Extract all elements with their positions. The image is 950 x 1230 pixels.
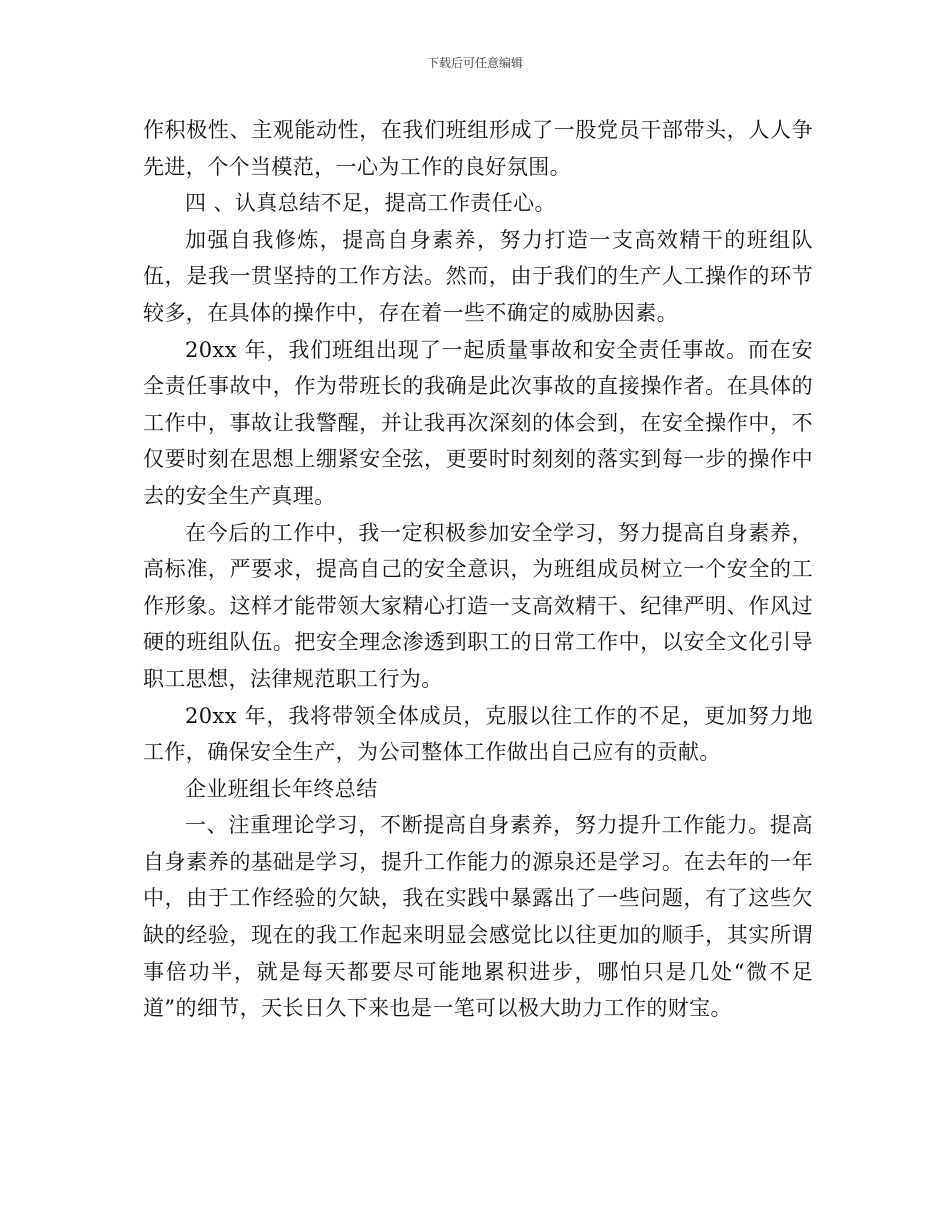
section-title: 企业班组长年终总结 — [185, 776, 378, 801]
paragraph: 20xx 年，我将带领全体成员，克服以往工作的不足，更加努力地工作，确保安全生产，为公司整体工作做出自己应有的贡献。 — [143, 703, 813, 765]
page-header: 下载后可任意编辑 — [426, 56, 523, 70]
document-body — [143, 112, 813, 1027]
paragraph: 一、注重理论学习，不断提高自身素养，努力提升工作能力。提高自身素养的基础是学习，提升工作能力的源泉还是学习。在去年的一年中，由于工作经验的欠缺，我在实践中暴露出了一些问题，有了这些欠缺的经验，现在的我工作起来明显会感觉比以往更加的顺手，其实所谓事倍功半，就是每天都要尽可能地累积进步，哪怕只是几处“微不足道”的细节，天长日久下来也是一笔可以极大助力工作的财宝。 — [143, 813, 813, 1021]
section-heading-four: 四 、认真总结不足，提高工作责任心。 — [185, 191, 556, 216]
paragraph: 20xx 年，我们班组出现了一起质量事故和安全责任事故。而在安全责任事故中，作为带班长的我确是此次事故的直接操作者。在具体的工作中，事故让我警醒，并让我再次深刻的体会到，在安全操作中，不仅要时刻在思想上绷紧安全弦，更要时时刻刻的落实到每一步的操作中去的安全生产真理。 — [143, 337, 813, 508]
paragraph: 加强自我修炼，提高自身素养，努力打造一支高效精干的班组队伍，是我一贯坚持的工作方法。然而，由于我们的生产人工操作的环节较多，在具体的操作中，存在着一些不确定的威胁因素。 — [143, 227, 813, 325]
paragraph: 在今后的工作中，我一定积极参加安全学习，努力提高自身素养，高标准，严要求，提高自己的安全意识，为班组成员树立一个安全的工作形象。这样才能带领大家精心打造一支高效精干、纪律严明、作风过硬的班组队伍。把安全理念渗透到职工的日常工作中，以安全文化引导职工思想，法律规范职工行为。 — [143, 520, 813, 691]
paragraph-continuation: 作积极性、主观能动性，在我们班组形成了一股党员干部带头，人人争先进，个个当模范，一心为工作的良好氛围。 — [143, 118, 813, 179]
